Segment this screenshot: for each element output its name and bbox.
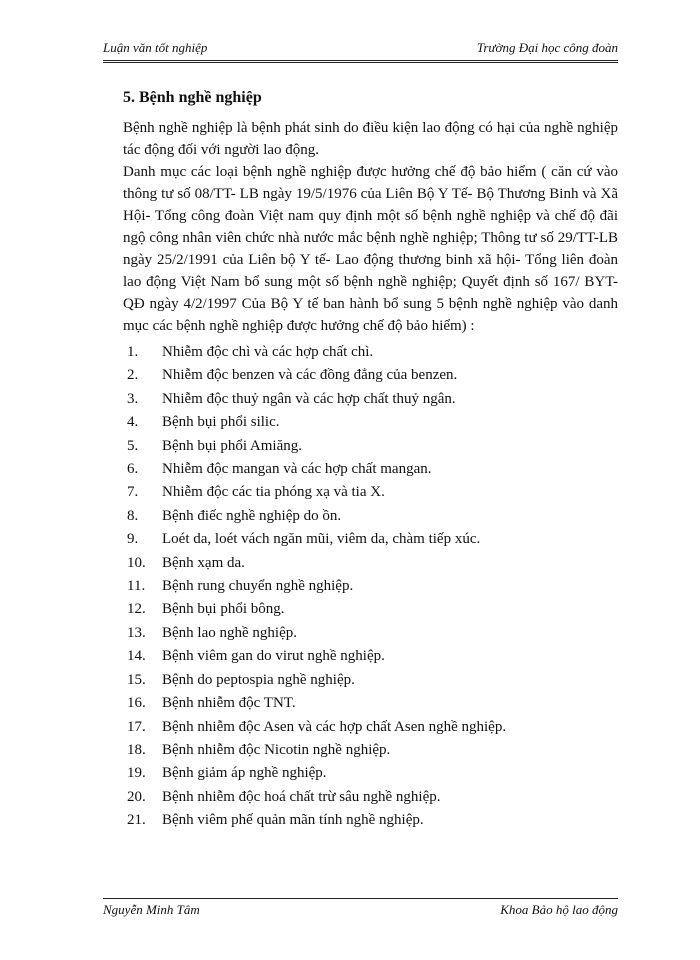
list-item: 3. Nhiễm độc thuỷ ngân và các hợp chất thuỷ ngân. (127, 390, 456, 407)
page-header (103, 40, 618, 59)
list-item: 14. Bệnh viêm gan do virut nghề nghiệp. (127, 648, 385, 665)
header-right-text: Trường Đại học công đoàn (476, 40, 618, 55)
list-item: 20. Bệnh nhiễm độc hoá chất trừ sâu nghề nghiệp. (127, 788, 441, 805)
list-item: 18. Bệnh nhiễm độc Nicotin nghề nghiệp. (127, 741, 391, 758)
list-item: 1. Nhiễm độc chì và các hợp chất chì. (127, 344, 374, 360)
list-item: 10. Bệnh xạm da. (127, 554, 245, 571)
header-rule (103, 60, 618, 61)
list-item: 9. Loét da, loét vách ngăn mũi, viêm da, chàm tiếp xúc. (127, 531, 481, 548)
list-item: 12. Bệnh bụi phổi bông. (127, 601, 285, 618)
section-title: 5. Bệnh nghề nghiệp (123, 89, 262, 106)
footer-left-text: Nguyễn Minh Tâm (103, 902, 200, 917)
page-content (123, 88, 618, 833)
list-item: 15. Bệnh do peptospia nghề nghiệp. (127, 671, 355, 688)
list-item: 4. Bệnh bụi phổi silic. (127, 414, 280, 431)
footer-right-text: Khoa Bảo hộ lao động (500, 902, 618, 917)
list-item: 16. Bệnh nhiễm độc TNT. (127, 695, 296, 712)
list-item: 17. Bệnh nhiễm độc Asen và các hợp chất Asen nghề nghiệp. (127, 718, 507, 735)
page-footer (103, 902, 618, 918)
list-item: 11. Bệnh rung chuyển nghề nghiệp. (127, 578, 354, 595)
list-item: 8. Bệnh điếc nghề nghiệp do ồn. (127, 507, 342, 524)
list-item: 13. Bệnh lao nghề nghiệp. (127, 624, 297, 641)
header-rule-double (103, 62, 618, 63)
list-item: 21. Bệnh viêm phế quản mãn tính nghề nghiệp. (127, 812, 424, 829)
footer-rule (103, 898, 618, 899)
header-left-text: Luận văn tốt nghiệp (103, 40, 208, 55)
list-item: 5. Bệnh bụi phổi Amiăng. (127, 437, 302, 454)
paragraph-list-description: Danh mục các loại bệnh nghề nghiệp được hưởng chế độ bảo hiểm ( căn cứ vào thông tư số 08/TT- LB ngày 19/5/1976 của Liên Bộ Y Tế- Bộ Thương Binh và Xã Hội- Tổng công đoàn Việt nam quy định một số bệnh nghề nghiệp và chế độ đãi ngộ công nhân viên chức nhà nước mắc bệnh nghề nghiệp; Thông tư số 29/TT-LB ngày 25/2/1991 của Liên bộ Y tế- Lao động thương binh xã hội- Tổng liên đoàn lao động Việt Nam bổ sung một số bệnh nghề nghiệp; Quyết định số 167/ BYT-QĐ ngày 4/2/1997 Của Bộ Y tế ban hành bổ sung 5 bệnh nghề nghiệp vào danh mục các bệnh nghề nghiệp được hưởng chế độ bảo hiểm) : (123, 164, 618, 334)
paragraph-intro: Bệnh nghề nghiệp là bệnh phát sinh do điều kiện lao động có hại của nghề nghiệp tác động đối với người lao động. (123, 120, 618, 158)
disease-list (123, 341, 618, 833)
list-item: 6. Nhiễm độc mangan và các hợp chất mangan. (127, 461, 432, 478)
list-item: 7. Nhiễm độc các tia phóng xạ và tia X. (127, 484, 385, 501)
list-item: 2. Nhiễm độc benzen và các đồng đẳng của benzen. (127, 367, 458, 384)
list-item: 19. Bệnh giảm áp nghề nghiệp. (127, 765, 327, 782)
